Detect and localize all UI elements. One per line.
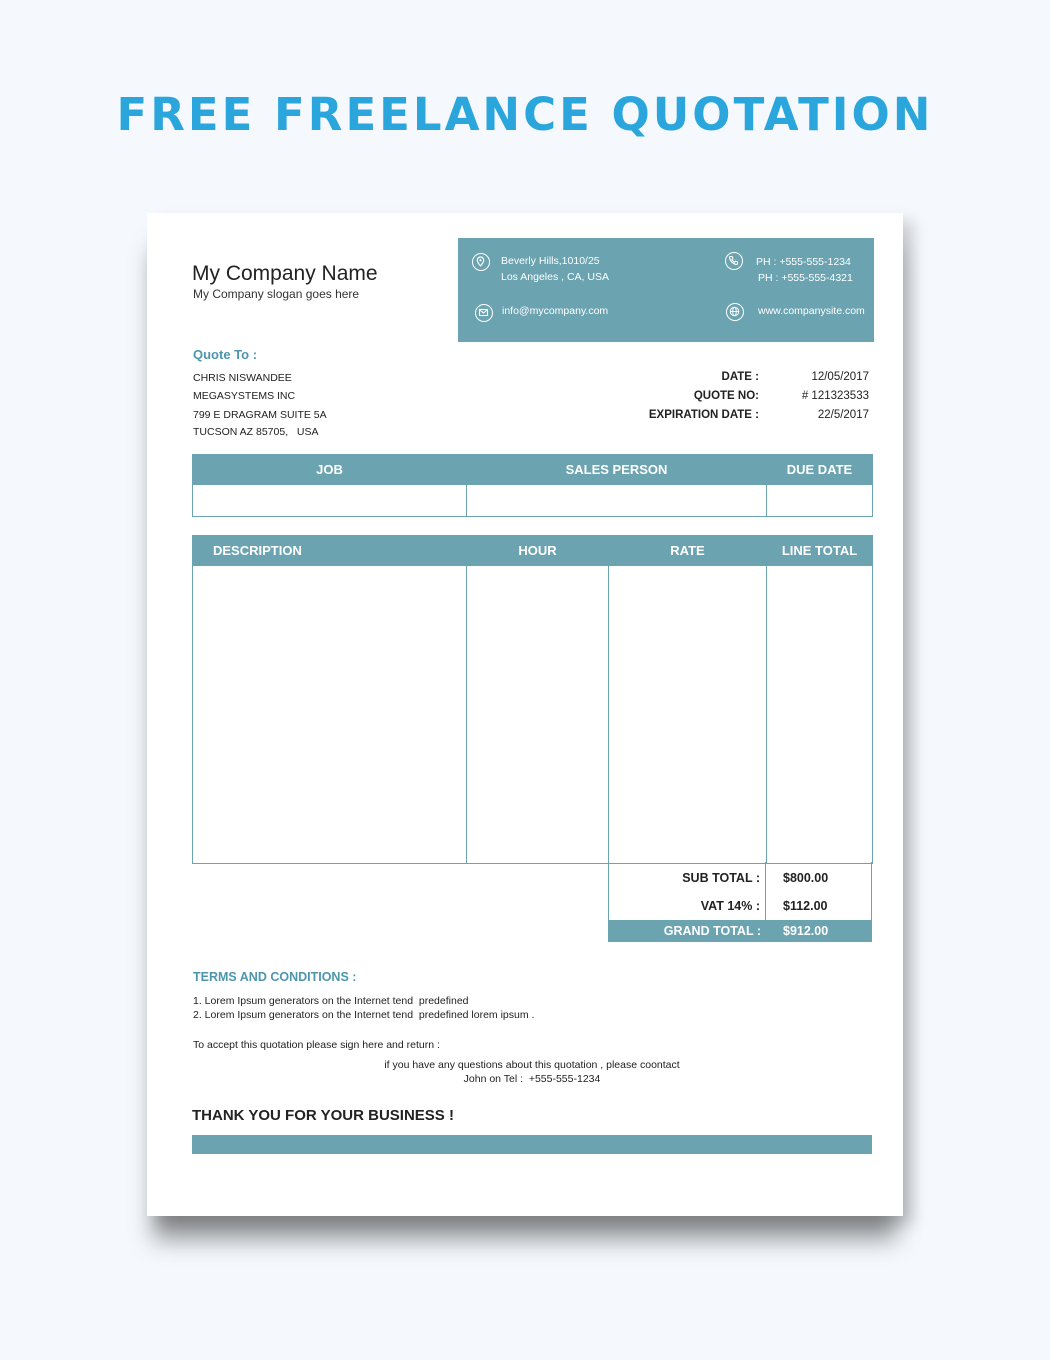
- phone-line-2: PH : +555-555-4321: [758, 272, 853, 284]
- contact-note-1: if you have any questions about this quotation , please coontact: [384, 1059, 680, 1071]
- sales-person-cell[interactable]: [467, 485, 767, 517]
- rate-header: RATE: [609, 536, 767, 566]
- grand-total-label: GRAND TOTAL :: [663, 924, 761, 938]
- location-pin-icon: [472, 253, 490, 271]
- description-header: DESCRIPTION: [193, 536, 467, 566]
- sales-person-header: SALES PERSON: [467, 455, 767, 485]
- subtotal-label: SUB TOTAL :: [682, 871, 760, 885]
- table-row: [193, 566, 873, 864]
- accept-instructions: To accept this quotation please sign here and return :: [193, 1039, 440, 1051]
- job-table: [192, 454, 873, 517]
- client-street: 799 E DRAGRAM SUITE 5A: [193, 409, 327, 421]
- company-name: My Company Name: [192, 262, 378, 285]
- client-city: TUCSON AZ 85705, USA: [193, 426, 319, 438]
- quote-to-label: Quote To :: [193, 347, 258, 362]
- totals-divider-mid: [765, 862, 766, 920]
- address-line-2: Los Angeles , CA, USA: [501, 271, 609, 283]
- terms-title: TERMS AND CONDITIONS :: [193, 970, 357, 984]
- website-url[interactable]: www.companysite.com: [758, 305, 865, 317]
- quote-no-label: QUOTE NO:: [693, 390, 759, 402]
- hour-cell[interactable]: [467, 566, 609, 864]
- grand-total-value: $912.00: [783, 924, 829, 938]
- date-label: DATE :: [721, 371, 759, 383]
- line-total-header: LINE TOTAL: [767, 536, 873, 566]
- email-address[interactable]: info@mycompany.com: [502, 305, 609, 317]
- quote-no-value: # 121323533: [801, 390, 869, 402]
- thank-you-message: THANK YOU FOR YOUR BUSINESS !: [192, 1107, 454, 1124]
- grand-total-bar: [608, 920, 872, 942]
- page-title: FREE FREELANCE QUOTATION: [116, 88, 934, 141]
- totals-divider-left: [608, 862, 609, 920]
- client-company: MEGASYSTEMS INC: [193, 390, 296, 402]
- terms-line-1: 1. Lorem Ipsum generators on the Internet tend predefined: [193, 995, 469, 1007]
- job-cell[interactable]: [193, 485, 467, 517]
- hour-header: HOUR: [467, 536, 609, 566]
- footer-bar: [192, 1135, 872, 1154]
- terms-line-2: 2. Lorem Ipsum generators on the Internet tend predefined lorem ipsum .: [193, 1009, 535, 1021]
- due-date-cell[interactable]: [767, 485, 873, 517]
- quotation-document: [147, 213, 903, 1216]
- expiration-value: 22/5/2017: [817, 409, 869, 421]
- globe-icon: [726, 303, 744, 321]
- phone-icon: [725, 252, 743, 270]
- vat-label: VAT 14% :: [700, 899, 760, 913]
- items-table: [192, 535, 873, 864]
- date-value: 12/05/2017: [811, 371, 869, 383]
- phone-line-1: PH : +555-555-1234: [756, 256, 851, 268]
- job-header: JOB: [193, 455, 467, 485]
- contact-note-2: John on Tel : +555-555-1234: [463, 1073, 601, 1085]
- totals-divider-right: [871, 862, 872, 920]
- line-total-cell[interactable]: [767, 566, 873, 864]
- description-cell[interactable]: [193, 566, 467, 864]
- address-line-1: Beverly Hills,1010/25: [501, 255, 600, 267]
- client-name: CHRIS NISWANDEE: [193, 372, 292, 384]
- rate-cell[interactable]: [609, 566, 767, 864]
- company-slogan: My Company slogan goes here: [193, 287, 360, 301]
- contact-box: [458, 238, 874, 342]
- vat-value: $112.00: [783, 899, 828, 913]
- email-icon: [475, 304, 493, 322]
- expiration-label: EXPIRATION DATE :: [648, 409, 759, 421]
- subtotal-value: $800.00: [783, 871, 829, 885]
- due-date-header: DUE DATE: [767, 455, 873, 485]
